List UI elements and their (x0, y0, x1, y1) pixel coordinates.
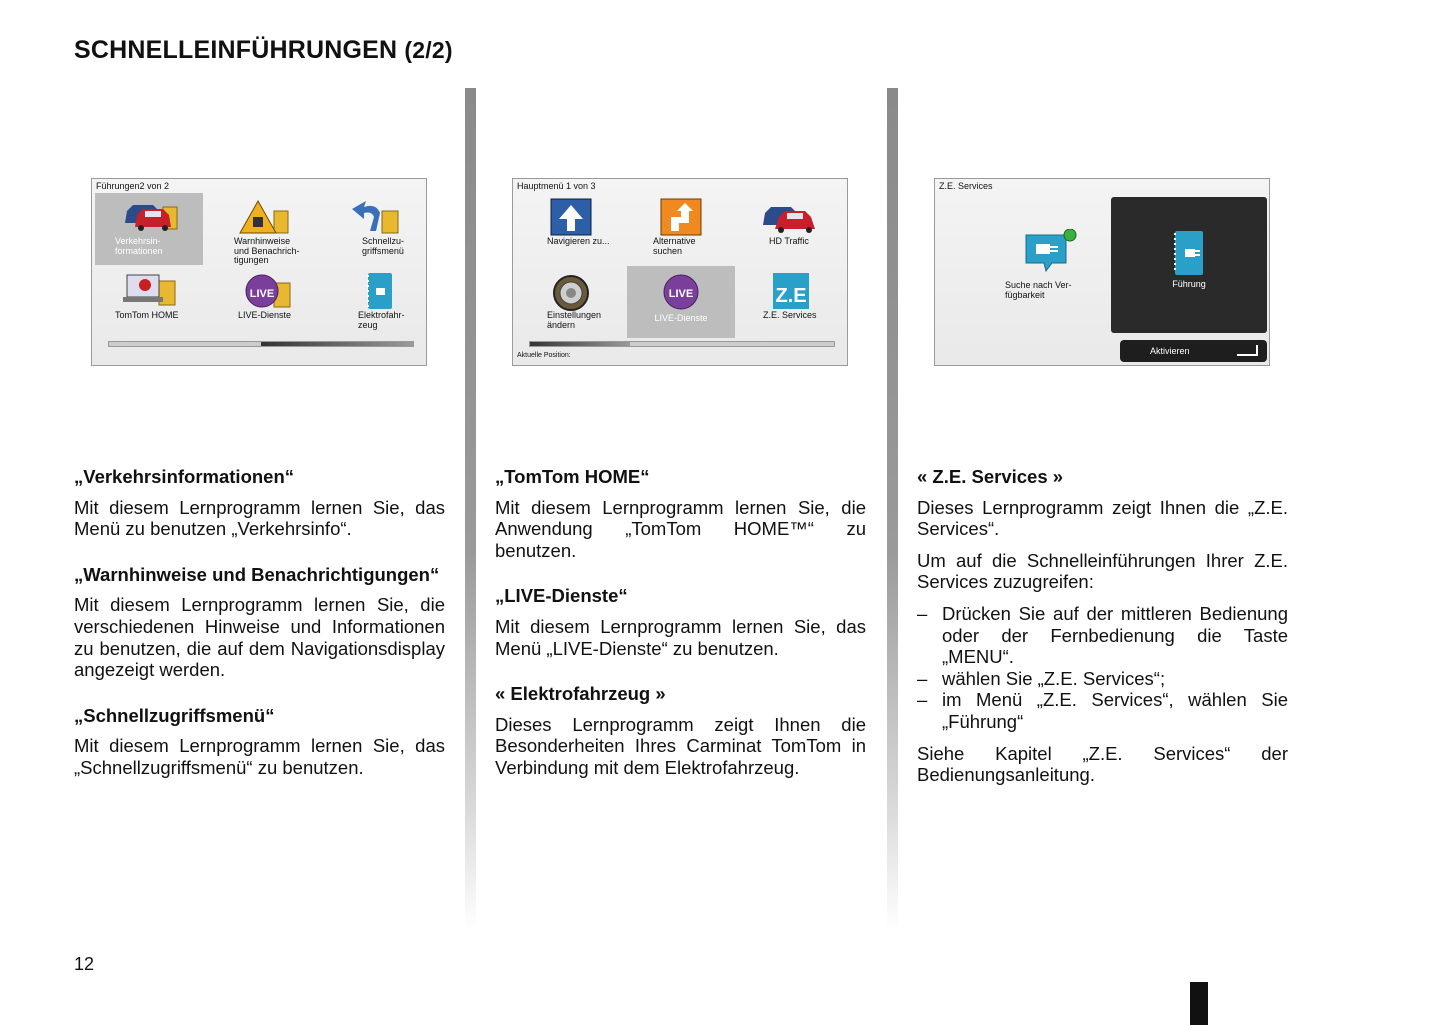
tile-live-dienste[interactable]: LIVE LIVE-Dienste (212, 267, 320, 339)
ev-plug-notebook-icon (346, 271, 406, 311)
section-text: Mit diesem Lernprogramm lernen Sie, die Anwendung „TomTom HOME™“ zu benutzen. (495, 496, 866, 561)
text-column-1 (74, 466, 445, 789)
screen-header: Führungen2 von 2 (96, 181, 170, 191)
section-text: Um auf die Schnelleinführungen Ihrer Z.E. Services zuzugreifen: (917, 549, 1288, 593)
list-item: – wählen Sie „Z.E. Services“; (917, 667, 1166, 689)
progress-fill (261, 342, 413, 346)
traffic-cars-icon (119, 197, 179, 237)
page-number: 12 (74, 954, 95, 974)
svg-text:Z.E: Z.E (775, 285, 807, 307)
tile-alternative-suchen[interactable]: Alternative suchen (627, 193, 735, 265)
section-heading: „TomTom HOME“ (495, 466, 650, 487)
text-column-2 (495, 466, 866, 789)
page-title: SCHNELLEINFÜHRUNGEN (2/2) (74, 36, 453, 64)
section-text: Mit diesem Lernprogramm lernen Sie, das Menü „LIVE-Dienste“ zu benutzen. (495, 615, 866, 659)
current-position-label: Aktuelle Position: (517, 352, 571, 359)
list-item: – Drücken Sie auf der mittleren Bedienung oder der Fernbedienung die Taste „MENU“. (917, 602, 1288, 668)
screen-tutorials (91, 178, 427, 366)
settings-dial-icon (541, 271, 601, 311)
live-icon (651, 270, 711, 310)
tile-navigieren-zu[interactable]: Navigieren zu... (517, 193, 625, 265)
ze-logo-icon (761, 271, 821, 311)
tile-elektrofahrzeug[interactable]: Elektrofahr- zeug (322, 267, 430, 339)
section-text: Mit diesem Lernprogramm lernen Sie, das „Schnellzugriffsmenü“ zu benutzen. (74, 735, 445, 778)
tile-schnellzugriffsmenue[interactable]: Schnellzu- griffsmenü (322, 193, 430, 265)
back-arrow-icon (346, 197, 406, 237)
svg-text:LIVE: LIVE (668, 288, 694, 300)
screen-ze-services (934, 178, 1270, 366)
progress-track (108, 341, 414, 347)
progress-fill (530, 342, 630, 346)
progress-track (529, 341, 835, 347)
tile-warnhinweise[interactable]: Warnhinweise und Benachrich- tigungen (212, 193, 320, 265)
section-heading: „LIVE-Dienste“ (495, 585, 628, 607)
section-text: Dieses Lernprogramm zeigt Ihnen die Besonderheiten Ihres Carminat TomTom in Verbindung mit dem Elektrofahrzeug. (495, 713, 866, 778)
chapter-marker (1190, 982, 1208, 1025)
enter-icon (1235, 345, 1259, 357)
section-text: Dieses Lernprogramm zeigt Ihnen die „Z.E. Services“. (917, 496, 1288, 540)
section-heading: „Warnhinweise und Benachrichtigungen“ (74, 563, 440, 585)
section-heading: « Z.E. Services » (917, 466, 1064, 487)
text-column-3 (917, 466, 1288, 796)
screen-main-menu (512, 178, 848, 366)
tile-verkehrsinformationen[interactable]: Verkehrsin- formationen (95, 193, 203, 265)
list-item: – im Menü „Z.E. Services“, wählen Sie „Führung“ (917, 689, 1288, 732)
section-heading: „Verkehrsinformationen“ (74, 466, 295, 487)
tile-ze-services[interactable]: Z.E Z.E. Services (737, 267, 845, 339)
activate-button[interactable]: Aktivieren (1120, 340, 1267, 362)
section-text: Mit diesem Lernprogramm lernen Sie, das Menü zu benutzen „Verkehrsinfo“. (74, 496, 445, 540)
section-text: Mit diesem Lernprogramm lernen Sie, die verschiedenen Hinweise und Informationen zu benutzen, die auf dem Navigationsdisplay angezeigt werden. (74, 594, 445, 681)
tile-live-dienste-selected[interactable]: LIVE LIVE-Dienste (627, 266, 735, 338)
tile-hd-traffic[interactable]: HD Traffic (737, 193, 845, 265)
tile-tomtom-home[interactable]: TomTom HOME (95, 267, 203, 339)
screen-header: Hauptmenü 1 von 3 (517, 181, 596, 191)
column-divider-1 (465, 88, 476, 930)
section-heading: „Schnellzugriffsmenü“ (74, 704, 275, 726)
svg-text:LIVE: LIVE (249, 288, 275, 300)
section-heading: « Elektrofahrzeug » (495, 683, 666, 705)
instruction-list (917, 603, 1288, 733)
column-divider-2 (887, 88, 898, 930)
live-icon (236, 271, 296, 311)
navigate-arrow-icon (541, 197, 601, 237)
tile-einstellungen-aendern[interactable]: Einstellungen ändern (517, 267, 625, 339)
warning-triangle-icon (236, 197, 296, 237)
laptop-icon (119, 271, 179, 311)
tile-suche-nach-verfuegbarkeit[interactable]: Suche nach Ver- fügbarkeit (985, 225, 1115, 305)
traffic-cars-icon (761, 197, 821, 237)
section-text: Siehe Kapitel „Z.E. Services“ der Bedienungsanleitung. (917, 742, 1288, 786)
screen-header: Z.E. Services (939, 181, 993, 191)
tile-fuehrung-selected[interactable]: Führung (1111, 197, 1267, 333)
ev-plug-notebook-icon (1159, 229, 1219, 279)
charging-station-icon (1020, 229, 1080, 273)
alternative-route-icon (651, 197, 711, 237)
